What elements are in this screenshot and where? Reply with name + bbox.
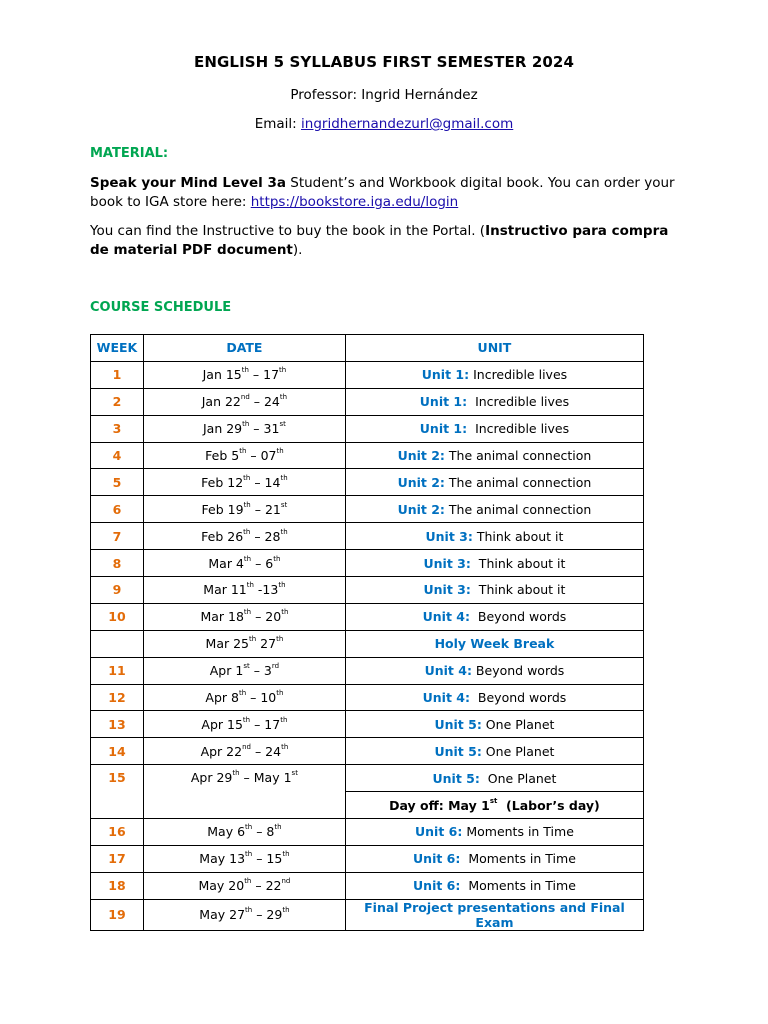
unit-cell [345,523,643,550]
date-text: – 22 [251,878,282,894]
unit-cell [345,550,643,577]
date-ordinal: th [278,581,286,590]
date-text: Mar 25 [205,636,250,652]
date-text: -13 [253,582,279,598]
instructive-bold: Instructivo para compra de material PDF document [90,223,669,258]
unit-cell [345,657,643,684]
week-cell: 16 [91,819,144,846]
date-text: May 20 [198,878,245,894]
column-header-date: DATE [143,335,345,362]
date-text: Feb 5 [205,448,240,463]
date-cell [143,657,345,684]
week-cell: 11 [91,657,144,684]
unit-cell [345,415,643,442]
week-cell: 2 [91,388,144,415]
date-text: – 17 [250,716,281,732]
unit-label: Unit 3: [425,528,473,544]
date-text: Apr 1 [209,663,244,679]
date-ordinal: th [244,877,252,886]
date-ordinal: th [282,906,290,915]
unit-label: Unit 2: [397,474,445,490]
unit-cell [345,577,643,604]
date-ordinal: th [232,769,240,778]
note-ordinal: st [489,796,498,805]
table-row [91,361,644,388]
unit-cell [345,899,643,930]
unit-topic: One Planet [481,716,555,732]
material-paragraph [90,174,680,212]
unit-topic: Incredible lives [467,394,570,410]
table-row [91,899,644,930]
table-row [91,603,644,630]
week-cell: 18 [91,872,144,899]
date-cell [143,577,345,604]
unit-cell [345,603,643,630]
date-ordinal: th [243,608,252,617]
week-cell: 3 [91,415,144,442]
date-ordinal: th [238,689,247,698]
date-cell [143,361,345,388]
unit-label: Unit 6: [413,851,461,867]
book-title: Speak your Mind Level 3a [90,175,286,191]
unit-cell [345,442,643,469]
unit-label: Unit 6: [415,824,463,840]
date-cell [143,819,345,846]
date-cell [143,603,345,630]
date-text: – 24 [249,394,280,410]
date-ordinal: th [245,906,253,915]
date-text: – 20 [251,609,282,625]
week-cell: 1 [91,361,144,388]
date-ordinal: nd [242,742,251,751]
unit-label: Unit 3: [423,582,471,598]
unit-cell [345,872,643,899]
special-event: Holy Week Break [434,636,555,652]
schedule-heading: COURSE SCHEDULE [90,300,232,315]
table-row [91,442,644,469]
bookstore-link[interactable]: https://bookstore.iga.edu/login [250,194,459,210]
unit-topic: Moments in Time [460,851,576,867]
unit-topic: Moments in Time [462,824,574,840]
date-text: – 31 [249,421,280,437]
date-ordinal: th [245,850,253,859]
week-cell: 7 [91,523,144,550]
unit-topic: The animal connection [444,474,592,490]
date-ordinal: th [239,447,247,455]
week-cell: 17 [91,845,144,872]
unit-cell [345,738,643,765]
date-ordinal: th [246,581,254,590]
date-text: Mar 4 [208,555,244,571]
date-cell [143,523,345,550]
unit-topic: The animal connection [444,501,592,517]
unit-label: Unit 2: [397,501,445,517]
unit-topic: Moments in Time [460,878,576,894]
date-cell [143,872,345,899]
date-text: Apr 29 [190,770,233,786]
date-text: Feb 19 [201,501,244,517]
date-ordinal: th [243,527,251,536]
week-cell: 15 [91,765,144,819]
unit-label: Unit 5: [432,770,480,786]
week-cell: 10 [91,603,144,630]
unit-label: Unit 5: [434,716,482,732]
professor-line: Professor: Ingrid Hernández [290,87,478,103]
date-ordinal: th [279,393,288,402]
table-header-row [91,335,644,362]
date-text: – 24 [250,743,282,759]
date-ordinal: st [279,420,286,429]
unit-label: Unit 4: [422,690,470,706]
date-cell [143,496,345,523]
table-row [91,496,644,523]
schedule-table [90,334,644,931]
week-cell: 19 [91,899,144,930]
email-label: Email: [254,116,302,132]
date-cell [143,899,345,930]
date-cell [143,550,345,577]
date-ordinal: th [242,420,250,429]
table-row [91,630,644,657]
unit-cell [345,388,643,415]
table-row [91,388,644,415]
special-event: Final Project presentations and Final Exam [364,899,625,930]
week-cell: 5 [91,469,144,496]
date-ordinal: th [281,742,289,751]
note-end: (Labor’s day) [497,797,600,813]
week-cell [91,630,144,657]
date-text: May 13 [199,851,246,867]
date-text: May 27 [199,907,246,923]
date-ordinal: st [291,769,298,778]
table-row [91,711,644,738]
unit-cell [345,765,643,792]
date-text: – 14 [250,474,281,490]
date-text: Mar 11 [203,582,247,598]
week-cell: 12 [91,684,144,711]
unit-label: Unit 2: [397,448,445,463]
column-header-week: WEEK [91,335,144,362]
date-ordinal: th [280,527,288,536]
date-ordinal: th [273,554,281,563]
schedule-body [91,361,644,930]
date-text: – 21 [250,501,281,517]
date-ordinal: th [274,823,282,832]
note-text: Day off: May 1 [389,797,490,813]
date-cell [143,415,345,442]
date-cell [143,845,345,872]
week-cell: 6 [91,496,144,523]
date-text: Apr 22 [200,743,243,759]
table-row [91,845,644,872]
date-text: – 3 [249,663,272,679]
unit-topic: Beyond words [469,609,567,625]
table-row [91,577,644,604]
day-off-note [345,792,643,819]
date-text: – 6 [251,555,274,571]
date-ordinal: th [280,715,288,724]
date-text: – 17 [248,367,280,383]
date-ordinal: th [282,850,290,859]
date-text: Apr 8 [205,690,239,706]
date-ordinal: rd [271,662,280,671]
date-ordinal: th [245,823,253,832]
instructive-text: You can find the Instructive to buy the book in the Portal. ( [90,223,486,239]
date-cell [143,684,345,711]
unit-label: Unit 4: [422,609,470,625]
unit-cell [345,496,643,523]
week-cell: 8 [91,550,144,577]
table-row [91,765,644,792]
unit-topic: Think about it [472,528,564,544]
date-ordinal: th [281,608,289,617]
unit-cell [345,845,643,872]
date-ordinal: th [276,689,284,698]
unit-topic: Think about it [470,555,566,571]
instructive-end: ). [292,242,303,258]
unit-topic: The animal connection [444,448,592,463]
week-cell: 14 [91,738,144,765]
unit-label: Unit 3: [423,555,471,571]
date-cell [143,388,345,415]
unit-cell [345,469,643,496]
date-ordinal: th [249,635,257,644]
table-row [91,415,644,442]
week-cell: 4 [91,442,144,469]
date-text: Jan 15 [202,367,242,383]
date-cell [143,469,345,496]
date-ordinal: th [243,473,251,482]
material-heading: MATERIAL: [90,146,169,161]
date-text: Jan 29 [202,421,243,437]
unit-label: Unit 1: [419,394,468,410]
unit-topic: Incredible lives [467,421,570,437]
column-header-unit: UNIT [345,335,643,362]
date-cell [143,442,345,469]
date-text: May 6 [207,824,246,840]
date-ordinal: nd [240,393,250,402]
date-text: – 10 [246,690,277,706]
email-link[interactable]: ingridhernandezurl@gmail.com [301,116,514,132]
unit-topic: Beyond words [471,663,565,679]
date-cell [143,711,345,738]
unit-topic: One Planet [481,743,555,759]
unit-cell [345,711,643,738]
date-ordinal: th [279,366,287,375]
date-text: Mar 18 [200,609,244,625]
date-text: – 07 [246,448,277,463]
date-ordinal: th [276,635,284,644]
date-ordinal: th [276,447,284,455]
date-ordinal: st [243,662,250,671]
date-ordinal: th [280,473,288,482]
unit-topic: Think about it [470,582,566,598]
date-text: 27 [256,636,277,652]
unit-label: Unit 6: [413,878,461,894]
date-ordinal: th [243,500,251,509]
date-text: – 15 [252,851,283,867]
table-row [91,469,644,496]
date-text: – 28 [250,528,281,544]
unit-cell [345,630,643,657]
unit-label: Unit 4: [424,663,472,679]
date-text: Jan 22 [201,394,241,410]
unit-cell [345,361,643,388]
unit-topic: Beyond words [469,690,567,706]
date-text: – May 1 [239,770,292,786]
date-text: Apr 15 [201,716,243,732]
week-cell: 13 [91,711,144,738]
table-row [91,523,644,550]
date-ordinal: th [241,366,249,375]
table-row [91,872,644,899]
unit-cell [345,684,643,711]
date-text: – 29 [252,907,283,923]
table-row [91,657,644,684]
table-row [91,819,644,846]
page-title: ENGLISH 5 SYLLABUS FIRST SEMESTER 2024 [194,53,574,71]
instructive-paragraph [90,222,680,260]
date-ordinal: th [242,715,251,724]
unit-label: Unit 5: [434,743,482,759]
table-row [91,684,644,711]
unit-topic: One Planet [479,770,557,786]
date-text: Feb 26 [201,528,244,544]
book-description: Student’s and Workbook digital book. You can order your book to IGA store here: [90,175,675,210]
table-row [91,738,644,765]
unit-cell [345,819,643,846]
date-cell [143,738,345,765]
date-cell [143,765,345,819]
week-cell: 9 [91,577,144,604]
date-ordinal: st [280,500,288,509]
table-row [91,550,644,577]
date-ordinal: nd [281,877,291,886]
unit-label: Unit 1: [421,367,470,383]
unit-label: Unit 1: [419,421,468,437]
date-text: Feb 12 [201,474,244,490]
unit-topic: Incredible lives [469,367,568,383]
date-cell [143,630,345,657]
date-ordinal: th [243,554,252,563]
date-text: – 8 [252,824,275,840]
email-line [0,116,768,132]
